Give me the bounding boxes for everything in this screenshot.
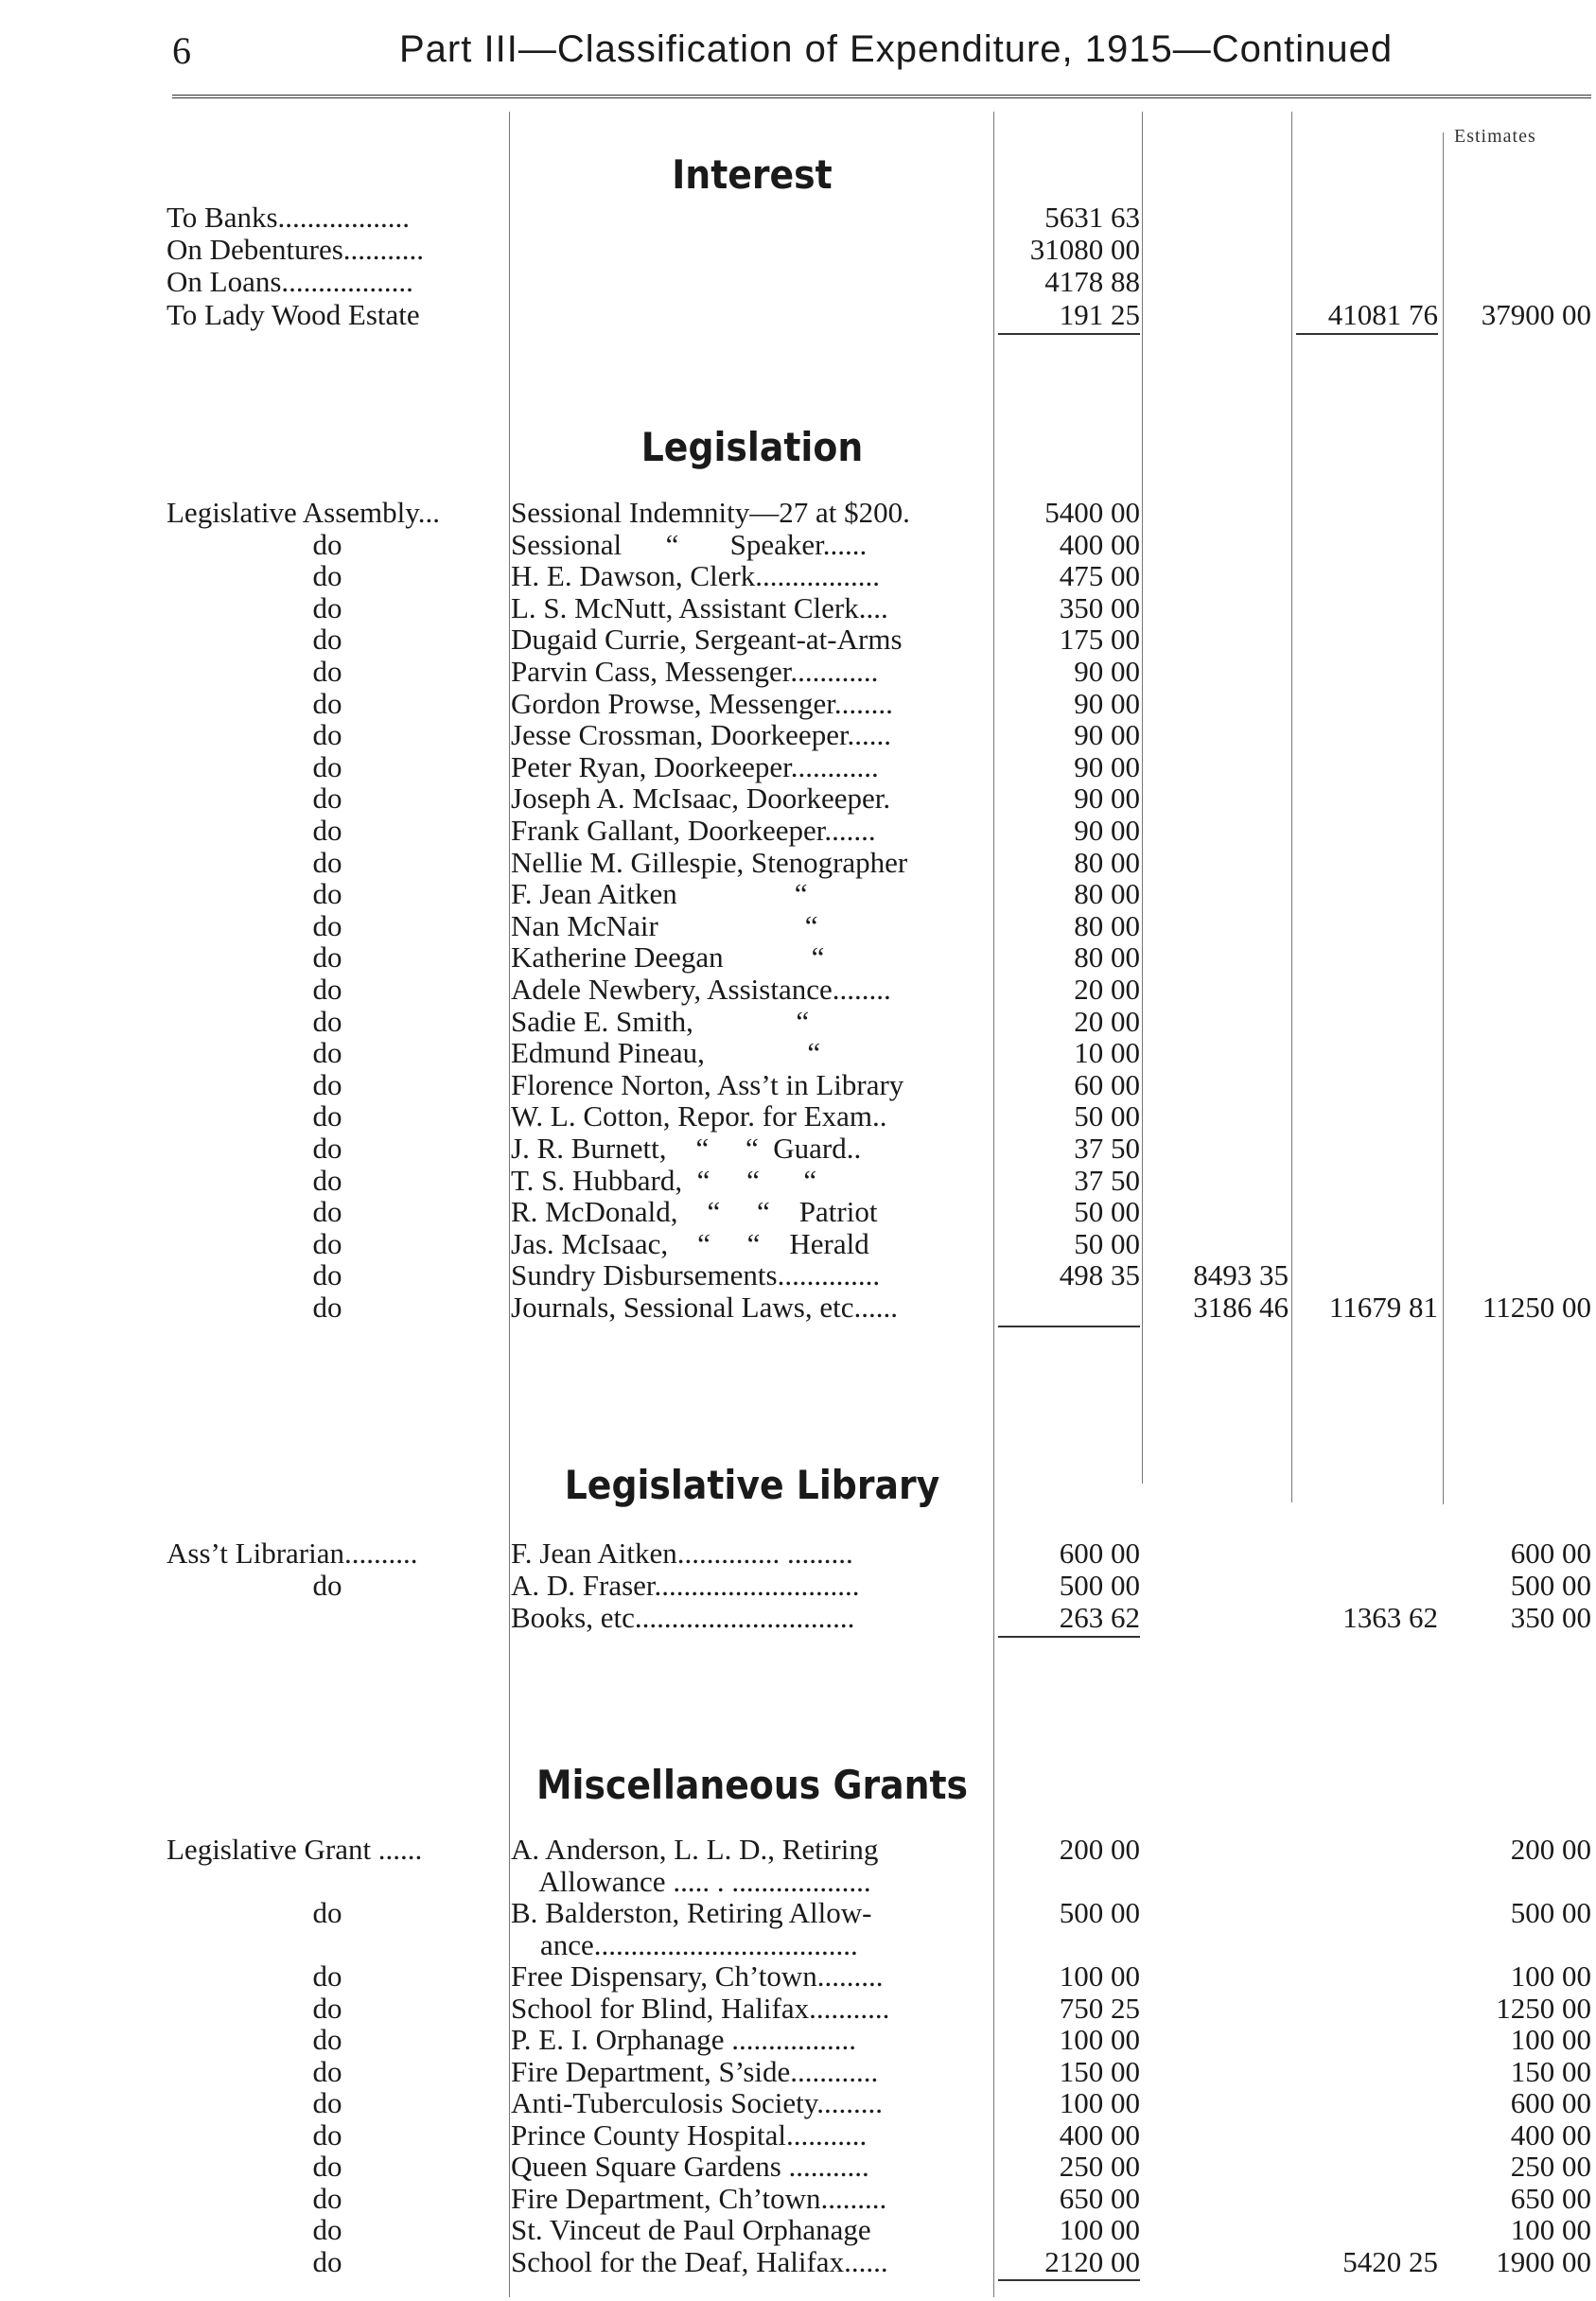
estimates-column-label: Estimates [1454, 126, 1536, 147]
row-estimate: 200 00 [1510, 1833, 1591, 1866]
row-account-label: do [312, 1133, 342, 1165]
row-account-label: do [312, 782, 342, 816]
row-account-label: do [312, 1897, 342, 1929]
row-estimate: 600 00 [1510, 1537, 1591, 1570]
row-estimate: 600 00 [1510, 2086, 1591, 2119]
row-description: School for Blind, Halifax........... [511, 1992, 890, 2025]
row-estimate: 100 00 [1510, 1959, 1591, 1993]
row-amount: 60 00 [1074, 1067, 1140, 1101]
row-account-label: To Lady Wood Estate [167, 298, 420, 331]
row-amount: 650 00 [1059, 2181, 1140, 2215]
row-description: Sessional Indemnity—27 at $200. [511, 497, 910, 529]
row-amount: 90 00 [1074, 814, 1140, 847]
row-description: Journals, Sessional Laws, etc...... [511, 1291, 898, 1324]
row-amount: 191 25 [1059, 297, 1140, 331]
row-description: Sadie E. Smith, “ [511, 1005, 810, 1038]
row-amount: 10 00 [1074, 1036, 1140, 1070]
row-account-label: do [312, 2118, 342, 2152]
row-amount: 498 35 [1059, 1258, 1140, 1292]
row-account-label: do [312, 750, 342, 783]
row-description: Edmund Pineau, “ [511, 1037, 821, 1070]
row-amount: 50 00 [1074, 1226, 1140, 1260]
row-amount: 750 25 [1059, 1991, 1140, 2025]
row-description: R. McDonald, “ “ Patriot [511, 1196, 878, 1229]
row-description: Allowance ..... . ................... [511, 1865, 871, 1898]
row-description: Prince County Hospital........... [511, 2118, 868, 2152]
row-amount: 500 00 [1059, 1569, 1140, 1602]
row-description: B. Balderston, Retiring Allow- [511, 1897, 872, 1929]
row-account-label: do [312, 687, 342, 720]
row-description: A. D. Fraser............................ [511, 1570, 860, 1602]
section-title: Legislative Library [564, 1462, 940, 1508]
row-estimate: 250 00 [1510, 2150, 1591, 2183]
row-account-label: do [312, 656, 342, 688]
sum-rule [998, 1326, 1140, 1327]
row-estimate: 37900 00 [1481, 297, 1591, 331]
sum-rule [998, 333, 1140, 335]
row-estimate: 1900 00 [1496, 2244, 1591, 2278]
row-amount: 263 62 [1059, 1601, 1140, 1634]
row-amount: 500 00 [1059, 1896, 1140, 1929]
row-amount: 2120 00 [1044, 2244, 1140, 2278]
row-total: 41081 76 [1327, 297, 1438, 331]
row-account-label: Legislative Assembly... [167, 497, 441, 529]
sum-rule [998, 2279, 1140, 2281]
row-description: F. Jean Aitken “ [511, 878, 808, 911]
row-description: T. S. Hubbard, “ “ “ [511, 1164, 817, 1197]
row-account-label: do [312, 2055, 342, 2088]
row-account-label: do [312, 1992, 342, 2025]
row-estimate: 350 00 [1510, 1601, 1591, 1634]
row-estimate: 1250 00 [1496, 1991, 1591, 2025]
row-description: Adele Newbery, Assistance........ [511, 974, 891, 1006]
row-amount: 90 00 [1074, 686, 1140, 720]
row-estimate: 650 00 [1510, 2181, 1591, 2215]
row-account-label: do [312, 2151, 342, 2183]
row-total: 1363 62 [1342, 1601, 1438, 1634]
section-title: Interest [672, 151, 833, 198]
row-estimate: 500 00 [1510, 1896, 1591, 1929]
row-account-label: do [312, 2245, 342, 2278]
row-amount: 475 00 [1059, 559, 1140, 593]
row-amount: 4178 88 [1044, 265, 1140, 299]
row-amount: 80 00 [1074, 908, 1140, 942]
row-description: ance.................................... [511, 1928, 858, 1961]
row-amount: 20 00 [1074, 1004, 1140, 1038]
row-estimate: 11250 00 [1482, 1291, 1591, 1324]
row-account-label: Ass’t Librarian.......... [167, 1537, 418, 1570]
row-amount: 250 00 [1059, 2150, 1140, 2183]
row-account-label: do [312, 1068, 342, 1101]
row-description: Sundry Disbursements.............. [511, 1259, 881, 1292]
row-total: 5420 25 [1342, 2244, 1438, 2278]
row-subtotal: 3186 46 [1193, 1291, 1289, 1324]
row-description: Frank Gallant, Doorkeeper....... [511, 815, 876, 847]
row-account-label: do [312, 719, 342, 752]
section-title: Legislation [640, 424, 864, 470]
row-amount: 400 00 [1059, 2117, 1140, 2152]
row-amount: 90 00 [1074, 655, 1140, 688]
row-description: Jas. McIsaac, “ “ Herald [511, 1227, 869, 1260]
row-description: J. R. Burnett, “ “ Guard.. [511, 1133, 862, 1165]
row-description: Books, etc.............................. [511, 1602, 855, 1634]
row-account-label: On Debentures........... [167, 234, 425, 267]
row-amount: 50 00 [1074, 1099, 1140, 1133]
row-account-label: do [312, 1196, 342, 1229]
row-account-label: do [312, 528, 342, 561]
row-estimate: 500 00 [1510, 1569, 1591, 1602]
page-number: 6 [172, 29, 191, 72]
row-description: Anti-Tuberculosis Society......... [511, 2087, 883, 2119]
row-amount: 20 00 [1074, 973, 1140, 1006]
row-amount: 37 50 [1074, 1132, 1140, 1165]
row-amount: 100 00 [1059, 2023, 1140, 2056]
row-account-label: do [312, 2087, 342, 2119]
row-description: P. E. I. Orphanage ................. [511, 2024, 857, 2056]
row-account-label: do [312, 1960, 342, 1993]
row-account-label: do [312, 2182, 342, 2215]
row-description: Queen Square Gardens ........... [511, 2151, 869, 2183]
row-amount: 100 00 [1059, 2086, 1140, 2119]
row-account-label: To Banks.................. [167, 202, 411, 234]
page-header [172, 28, 1591, 76]
row-amount: 100 00 [1059, 2213, 1140, 2246]
page-title: Part III—Classification of Expenditure, 1915—Continued [399, 28, 1394, 70]
row-description: Fire Department, Ch’town......... [511, 2182, 887, 2215]
row-description: Nellie M. Gillespie, Stenographer [511, 846, 908, 879]
row-amount: 80 00 [1074, 845, 1140, 879]
row-description: A. Anderson, L. L. D., Retiring [511, 1834, 879, 1866]
row-estimate: 100 00 [1510, 2213, 1591, 2246]
row-account-label: do [312, 624, 342, 657]
row-account-label: do [312, 815, 342, 847]
row-description: Nan McNair “ [511, 909, 818, 942]
row-description: Jesse Crossman, Doorkeeper...... [511, 719, 892, 752]
row-amount: 80 00 [1074, 940, 1140, 975]
row-description: Katherine Deegan “ [511, 941, 825, 975]
row-total: 11679 81 [1328, 1291, 1438, 1324]
row-description: Peter Ryan, Doorkeeper............ [511, 750, 879, 783]
row-amount: 5400 00 [1044, 496, 1140, 529]
row-amount: 100 00 [1059, 1959, 1140, 1993]
row-amount: 5631 63 [1044, 201, 1140, 234]
row-account-label: do [312, 941, 342, 975]
row-description: H. E. Dawson, Clerk................. [511, 560, 881, 593]
row-account-label: do [312, 591, 342, 624]
row-account-label: do [312, 846, 342, 879]
row-account-label: Legislative Grant ...... [167, 1834, 423, 1866]
sum-rule [1296, 333, 1438, 335]
row-amount: 175 00 [1059, 623, 1140, 657]
row-account-label: do [312, 1570, 342, 1602]
row-description: Fire Department, S’side............ [511, 2055, 879, 2088]
row-amount: 90 00 [1074, 782, 1140, 816]
row-account-label: do [312, 1164, 342, 1197]
row-amount: 600 00 [1059, 1537, 1140, 1570]
row-account-label: do [312, 1037, 342, 1070]
row-amount: 200 00 [1059, 1833, 1140, 1866]
row-description: Sessional “ Speaker...... [511, 528, 868, 561]
row-description: Free Dispensary, Ch’town......... [511, 1960, 884, 1993]
row-account-label: On Loans.................. [167, 266, 413, 299]
row-amount: 37 50 [1074, 1163, 1140, 1197]
row-description: W. L. Cotton, Repor. for Exam.. [511, 1100, 887, 1133]
row-description: Parvin Cass, Messenger............ [511, 656, 879, 688]
sum-rule [998, 1636, 1140, 1638]
row-amount: 90 00 [1074, 718, 1140, 752]
row-amount: 50 00 [1074, 1195, 1140, 1229]
row-account-label: do [312, 974, 342, 1006]
row-account-label: do [312, 909, 342, 942]
row-description: Joseph A. McIsaac, Doorkeeper. [511, 782, 891, 816]
row-description: Gordon Prowse, Messenger........ [511, 687, 893, 720]
row-description: Florence Norton, Ass’t in Library [511, 1068, 904, 1101]
row-description: School for the Deaf, Halifax...... [511, 2245, 888, 2278]
row-account-label: do [312, 1005, 342, 1038]
row-description: St. Vinceut de Paul Orphanage [511, 2214, 871, 2246]
row-account-label: do [312, 2024, 342, 2056]
row-description: F. Jean Aitken.............. ......... [511, 1537, 853, 1570]
row-account-label: do [312, 560, 342, 593]
row-estimate: 400 00 [1510, 2117, 1591, 2152]
row-account-label: do [312, 1227, 342, 1260]
row-amount: 90 00 [1074, 749, 1140, 783]
row-account-label: do [312, 878, 342, 911]
row-description: L. S. McNutt, Assistant Clerk.... [511, 591, 888, 624]
row-estimate: 150 00 [1510, 2054, 1591, 2088]
row-account-label: do [312, 1291, 342, 1324]
row-account-label: do [312, 1259, 342, 1292]
row-subtotal: 8493 35 [1193, 1258, 1289, 1292]
section-title: Miscellaneous Grants [535, 1762, 969, 1808]
row-amount: 350 00 [1059, 590, 1140, 624]
row-account-label: do [312, 1100, 342, 1133]
row-estimate: 100 00 [1510, 2023, 1591, 2056]
row-amount: 80 00 [1074, 877, 1140, 911]
row-amount: 400 00 [1059, 527, 1140, 561]
row-account-label: do [312, 2214, 342, 2246]
header-rule [172, 95, 1591, 98]
row-description: Dugaid Currie, Sergeant-at-Arms [511, 624, 903, 657]
row-amount: 31080 00 [1029, 233, 1140, 267]
column-rule [509, 112, 510, 2297]
row-amount: 150 00 [1059, 2054, 1140, 2088]
